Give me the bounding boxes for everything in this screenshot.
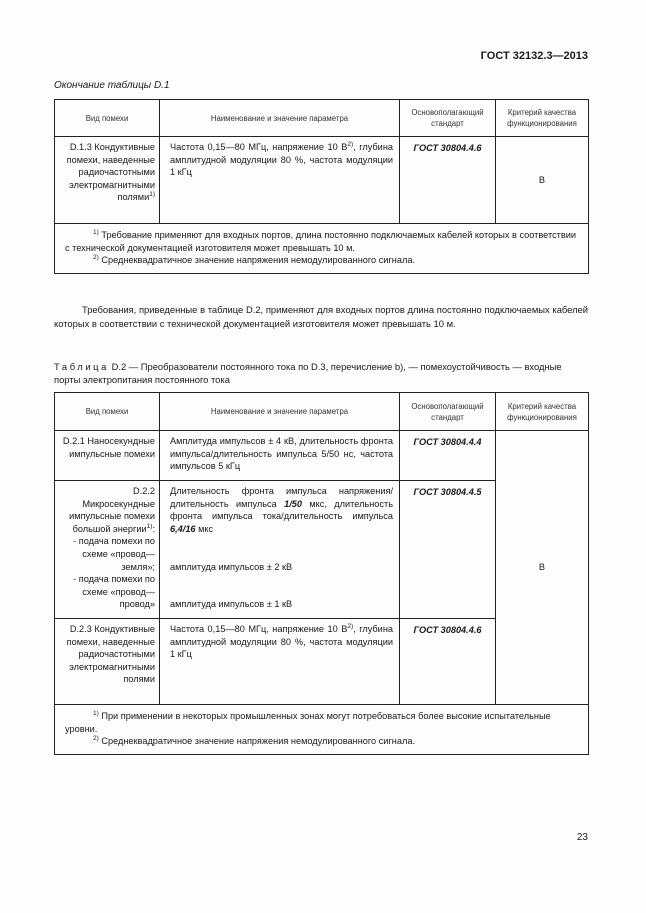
cell-param: Длительность фронта импульса напряжения/ длительность импульса 1/50 мкс, длительность фронта импульса тока/длительность импульса 6,4/16 мкс амплитуда импульсов ± 2 кВ амплитуда импульсов ± 1 кВ [160, 481, 400, 619]
col-header-param: Наименование и значение параметра [160, 100, 400, 137]
cell-standard: ГОСТ 30804.4.6 [400, 137, 496, 224]
table2-caption: Таблица D.2 — Преобразователи постоянного тока по D.3, перечисление b), — помехоустойчивость — входные порты электропитания постоянного тока [54, 361, 562, 385]
col-header-standard: Основополагающий стандарт [400, 100, 496, 137]
footnote: $^{1)}$ При применении в некоторых промышленных зонах могут потребоваться более высокие испытательные уровни. [65, 709, 551, 734]
cell-param: Амплитуда импульсов ± 4 кВ, длительность фронта импульса/длительность импульса 5/50 нс, частота импульсов 5 кГц [160, 431, 400, 481]
cell-param: Частота 0,15—80 МГц, напряжение 10 $В^{2)}$, глубина амплитудной модуляции 80 %, частота модуляции 1 кГц [160, 619, 400, 705]
cell-standard: ГОСТ 30804.4.4 [400, 431, 496, 481]
cell-standard: ГОСТ 30804.4.6 [400, 619, 496, 705]
table2-footnotes-row [55, 705, 589, 755]
footnote: $^{1)}$ Требование применяют для входных портов, длина постоянно подключаемых кабелей которых в соответствии с технической документацией изготовителя может превышать 10 м. [65, 228, 577, 253]
page-number: 23 [576, 832, 588, 843]
cell-criterion: В [496, 137, 589, 224]
col-header-criterion: Критерий качества функционирования [496, 100, 589, 137]
table1-header-row [55, 100, 589, 137]
cell-type: D.2.3 Кондуктивные помехи, наведенные радиочастотными электромагнитными полями [55, 619, 160, 705]
col-header-type: Вид помехи [55, 393, 160, 431]
table1-footnotes-row [55, 224, 589, 274]
table1-footnotes [55, 224, 589, 274]
body-paragraph: Требования, приведенные в таблице D.2, применяют для входных портов длина постоянно подключаемых кабелей которых в соответствии с технической документацией изготовителя может превышать 10 м. [54, 304, 588, 329]
document-code: ГОСТ 32132.3—2013 [480, 50, 588, 62]
col-header-param: Наименование и значение параметра [160, 393, 400, 431]
cell-param: Частота 0,15—80 МГц, напряжение 10 $В^{2)}$, глубина амплитудной модуляции 80 %, частота модуляции 1 кГц [160, 137, 400, 224]
table-row [55, 431, 589, 481]
cell-type: D.1.3 Кондуктивные помехи, наведенные радиочастотными электромагнитными полями$^{1)}$ [55, 137, 160, 224]
cell-standard: ГОСТ 30804.4.5 [400, 481, 496, 619]
footnote: $^{2)}$ Среднеквадратичное значение напряжения немодулированного сигнала. [93, 735, 415, 747]
cell-type: D.2.1 Наносекундные импульсные помехи [55, 431, 160, 481]
col-header-standard: Основополагающий стандарт [400, 393, 496, 431]
table-d2 [54, 392, 589, 755]
footnote: $^{2)}$ Среднеквадратичное значение напряжения немодулированного сигнала. [93, 254, 415, 266]
table-d1 [54, 99, 589, 274]
col-header-criterion: Критерий качества функционирования [496, 393, 589, 431]
table2-footnotes [55, 705, 589, 755]
table1-caption: Окончание таблицы D.1 [54, 80, 170, 91]
cell-criterion: В [496, 431, 589, 705]
col-header-type: Вид помехи [55, 100, 160, 137]
table-row [55, 137, 589, 224]
table2-header-row [55, 393, 589, 431]
cell-type: D.2.2 Микросекундные импульсные помехи большой энергии$^{1)}$: - подача помехи по схеме «провод—земля»; - подача помехи по схеме «провод—провод» [55, 481, 160, 619]
